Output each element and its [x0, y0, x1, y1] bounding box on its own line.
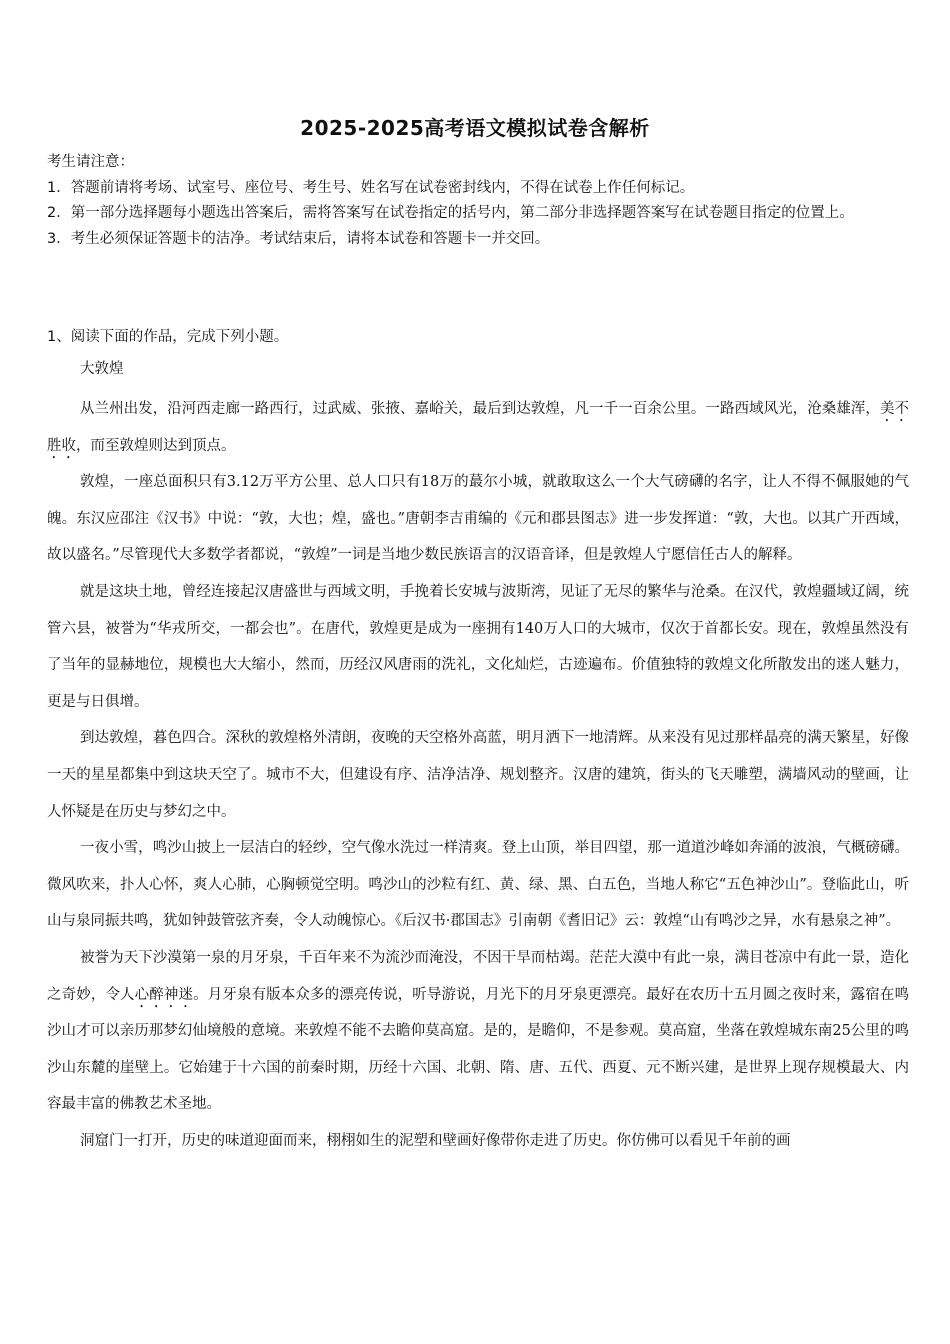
- question-prompt: 1、阅读下面的作品，完成下列小题。: [47, 329, 289, 345]
- essay-title: 大敦煌: [80, 361, 124, 377]
- paragraph: 一夜小雪，鸣沙山披上一层洁白的轻纱，空气像水洗过一样清爽。登上山顶，举目四望，那一道道沙峰如奔涌的波浪，气概磅礴。微风吹来，扑人心怀，爽人心肺，心胸顿觉空明。鸣沙山的沙粒有红、黄、绿、黑、白五色，当地人称它“五色神沙山”。登临此山，听山与泉同振共鸣，犹如钟鼓管弦齐奏，令人动魄惊心。《后汉书·郡国志》引南朝《耆旧记》云：敦煌“山有鸣沙之异，水有悬泉之神”。: [47, 840, 909, 930]
- paragraph-text: 从兰州出发，沿河西走廊一路西行，过武威、张掖、嘉峪关，最后到达敦煌，凡一千一百余公里。一路西域风光，沧桑雄浑，: [80, 401, 880, 417]
- paragraph: 就是这块土地，曾经连接起汉唐盛世与西域文明，手挽着长安城与波斯湾，见证了无尽的繁华与沧桑。在汉代，敦煌疆域辽阔，统管六县，被誉为“华戎所交，一都会也”。在唐代，敦煌更是成为一座拥有140万人口的大城市，仅次于首都长安。现在，敦煌虽然没有了当年的显赫地位，规模也大大缩小，然而，历经汉风唐雨的洗礼，文化灿烂，古迹遍布。价值独特的敦煌文化所散发出的迷人魅力，更是与日俱增。: [47, 583, 909, 710]
- paragraph: 洞窟门一打开，历史的味道迎面而来，栩栩如生的泥塑和壁画好像带你走进了历史。你仿佛可以看见千年前的画: [80, 1132, 791, 1149]
- paragraph: 到达敦煌，暮色四合。深秋的敦煌格外清朗，夜晚的天空格外高蓝，明月洒下一地清辉。从来没有见过那样晶亮的满天繁星，好像一天的星星都集中到这块天空了。城市不大，但建设有序、洁净洁净、规划整齐。汉唐的建筑，街头的飞天雕塑，满墙风动的壁画，让人怀疑是在历史与梦幻之中。: [47, 730, 909, 820]
- notice-heading: 考生请注意：: [47, 154, 134, 170]
- paragraph-text: ，而至敦煌则达到顶点。: [76, 437, 236, 454]
- paragraph-text: 被誉为天下沙漠第一泉的月牙泉，千百年来不为流沙而淹没，不因干旱而枯竭。茫茫大漠中有此一泉，满目苍凉中有此一景，造化之奇妙，令人: [47, 949, 909, 1003]
- notice-section: [47, 150, 907, 252]
- paragraph: 敦煌，一座总面积只有3.12万平方公里、总人口只有18万的蕞尔小城，就敢取这么一个大气磅礴的名字，让人不得不佩服她的气魄。东汉应邵注《汉书》中说：“敦，大也；煌，盛也。”唐朝李吉甫编的《元和郡县图志》进一步发挥道：“敦，大也。以其广开西域，故以盛名。”尽管现代大多数学者都说，“敦煌”一词是当地少数民族语言的汉语音译，但是敦煌人宁愿信任古人的解释。: [47, 474, 909, 564]
- emphasized-phrase: 美不胜收: [47, 401, 909, 454]
- paragraph: [47, 391, 909, 464]
- page-title: 2025-2025高考语文模拟试卷含解析: [300, 116, 650, 140]
- paragraph: [47, 940, 909, 1123]
- paragraph-text: 。月牙泉有版本众多的漂亮传说，听导游说，月光下的月牙泉更漂亮。最好在农历十五月圆之夜时来，露宿在鸣沙山才可以亲历那梦幻仙境般的意境。来敦煌不能不去瞻仰莫高窟。是的，是瞻仰，不是参观。莫高窟，坐落在敦煌城东南25公里的鸣沙山东麓的崖壁上。它始建于十六国的前秦时期，历经十六国、北朝、隋、唐、五代、西夏、元不断兴建，是世界上现存规模最大、内容最丰富的佛教艺术圣地。: [47, 986, 909, 1113]
- notice-item: 1．答题前请将考场、试室号、座位号、考生号、姓名写在试卷密封线内，不得在试卷上作任何标记。: [47, 179, 695, 196]
- notice-item: 3．考生必须保证答题卡的洁净。考试结束后，请将本试卷和答题卡一并交回。: [47, 230, 550, 247]
- essay-body: [47, 391, 909, 1159]
- emphasized-phrase: 心醉神迷: [134, 986, 194, 1003]
- notice-item: 2．第一部分选择题每小题选出答案后，需将答案写在试卷指定的括号内，第二部分非选择题答案写在试卷题目指定的位置上。: [47, 205, 854, 221]
